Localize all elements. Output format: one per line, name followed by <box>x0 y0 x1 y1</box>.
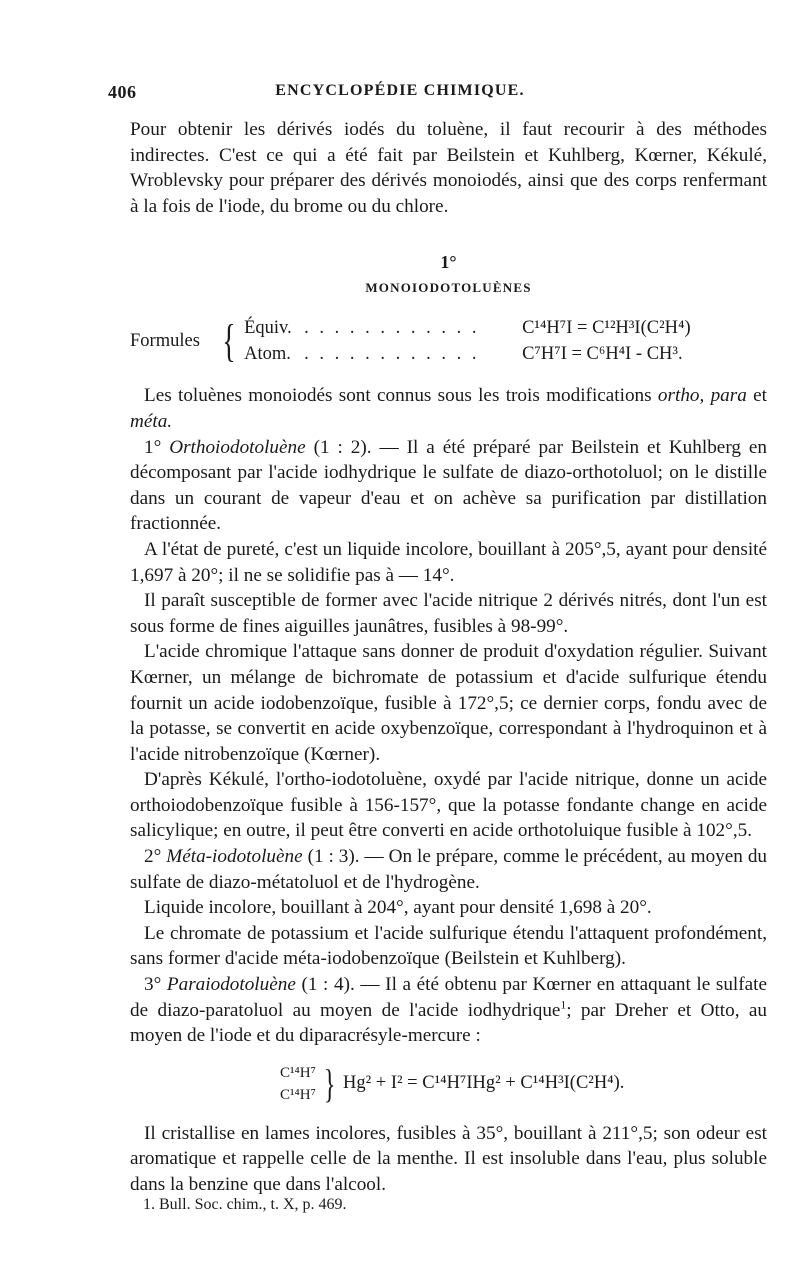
reaction-equation <box>280 1059 767 1109</box>
equation-top: C¹⁴H⁷ <box>280 1064 316 1081</box>
ortho-number: 1° <box>144 436 162 458</box>
formula-row-equiv <box>244 315 767 341</box>
modifications-italic-meta: méta. <box>130 410 173 432</box>
modifications-text: Les toluènes monoiodés sont connus sous les trois modifications <box>144 385 652 407</box>
section-number: 1° <box>440 252 457 273</box>
meta-text: — On le prépare, comme le précédent, au moyen du sulfate de diazo-métatoluol et de l'hydrogène. <box>130 846 768 893</box>
ortho-kekule-paragraph: D'après Kékulé, l'ortho-iodotoluène, oxydé par l'acide nitrique, donne un acide orthoiodobenzoïque fusible à 156-157°, que la potasse fondante change en acide salicylique; en outre, il peut être converti en acide orthotoluique fusible à 102°,5. <box>130 769 767 842</box>
ortho-purity-paragraph: A l'état de pureté, c'est un liquide incolore, bouillant à 205°,5, ayant pour densité 1,697 à 20°; il ne se solidifie pas à — 14°. <box>130 538 767 586</box>
ortho-nitric-paragraph: Il paraît susceptible de former avec l'acide nitrique 2 dérivés nitrés, dont l'un est sous forme de fines aiguilles jaunâtres, fusibles à 98-99°. <box>130 590 767 637</box>
para-crystal-paragraph: Il cristallise en lames incolores, fusibles à 35°, bouillant à 211°,5; son odeur est aromatique et rappelle celle de la menthe. Il est insoluble dans l'eau, plus soluble dans la benzine que dans l'alcool. <box>130 1122 767 1195</box>
formula-brace: { <box>222 315 236 367</box>
para-text-b: ; par Dreher et Otto, au moyen de l'iode et du diparacrésyle-mercure : <box>130 999 767 1047</box>
footnote: 1. Bull. Soc. chim., t. X, p. 469. <box>143 1196 347 1213</box>
modifications-italic: ortho, para <box>657 385 747 407</box>
formula-name: Atom. <box>244 344 291 365</box>
para-number: 3° <box>144 974 162 996</box>
formula-value: C⁷H⁷I = C⁶H⁴I - CH³. <box>522 344 683 365</box>
para-name: Paraiodotoluène <box>166 974 296 996</box>
meta-ref: (1 : 3). <box>307 846 360 868</box>
meta-liquid-paragraph: Liquide incolore, bouillant à 204°, ayant pour densité 1,698 à 20°. <box>144 897 652 919</box>
formula-block <box>130 313 767 369</box>
equation-rest: Hg² + I² = C¹⁴H⁷IHg² + C¹⁴H³I(C²H⁴). <box>343 1073 625 1094</box>
meta-number: 2° <box>144 846 162 868</box>
para-ref: (1 : 4). <box>301 974 355 996</box>
equation-left <box>280 1062 316 1106</box>
formula-value: C¹⁴H⁷I = C¹²H³I(C²H⁴) <box>522 318 691 339</box>
para-text-a: — Il a été obtenu par Kœrner en attaquant le sulfate de diazo-paratoluol au moyen de l'acide iodhydrique <box>130 974 767 1021</box>
formula-dots: . . . . . . . . . . . . <box>304 344 480 365</box>
formula-dots: . . . . . . . . . . . . <box>304 318 480 339</box>
modifications-paragraph <box>130 383 767 434</box>
meta-chromate-paragraph: Le chromate de potassium et l'acide sulfurique étendu l'attaquent profondément, sans former d'acide méta-iodobenzoïque (Beilstein et Kuhlberg). <box>130 922 767 970</box>
modifications-and: et <box>753 385 767 407</box>
formula-label: Formules <box>130 330 200 351</box>
formula-rows <box>244 315 767 367</box>
ortho-name: Orthoiodotoluène <box>169 436 306 458</box>
body-text <box>130 117 767 1198</box>
footnote-mark: 1 <box>560 999 567 1012</box>
ortho-text: — Il a été préparé par Beilstein et Kuhlberg en décomposant par l'acide iodhydrique le sulfate de diazo-orthotoluol; on le distille dans un courant de vapeur d'eau et on achève sa purification par distillation fractionnée. <box>130 436 767 535</box>
running-title: ENCYCLOPÉDIE CHIMIQUE. <box>275 82 525 99</box>
meta-name: Méta-iodotoluène <box>166 846 303 868</box>
page-number: 406 <box>108 82 137 102</box>
running-header <box>0 82 800 108</box>
ortho-paragraph <box>130 435 767 537</box>
formula-row-atom <box>244 341 767 367</box>
para-paragraph <box>130 972 767 1049</box>
equation-bottom: C¹⁴H⁷ <box>280 1086 316 1103</box>
equation-brace: } <box>323 1060 336 1106</box>
intro-paragraph: Pour obtenir les dérivés iodés du toluène, il faut recourir à des méthodes indirectes. C'est ce qui a été fait par Beilstein et Kuhlberg, Kœrner, Kékulé, Wroblevsky pour préparer des dérivés monoiodés, ainsi que des corps renfermant à la fois de l'iode, du brome ou du chlore. <box>130 119 767 217</box>
formula-name: Équiv. <box>244 318 292 339</box>
section-title: MONOIODOTOLUÈNES <box>365 280 532 296</box>
meta-paragraph <box>130 844 767 895</box>
ortho-ref: (1 : 2). <box>313 436 372 458</box>
ortho-chromic-paragraph: L'acide chromique l'attaque sans donner de produit d'oxydation régulier. Suivant Kœrner, un mélange de bichromate de potassium et d'acide sulfurique étendu fournit un acide iodobenzoïque, fusible à 172°,5; ce dernier corps, fondu avec de la potasse, se convertit en acide oxybenzoïque, correspondant à l'hydroquinon et à l'acide nitrobenzoïque (Kœrner). <box>130 641 767 765</box>
